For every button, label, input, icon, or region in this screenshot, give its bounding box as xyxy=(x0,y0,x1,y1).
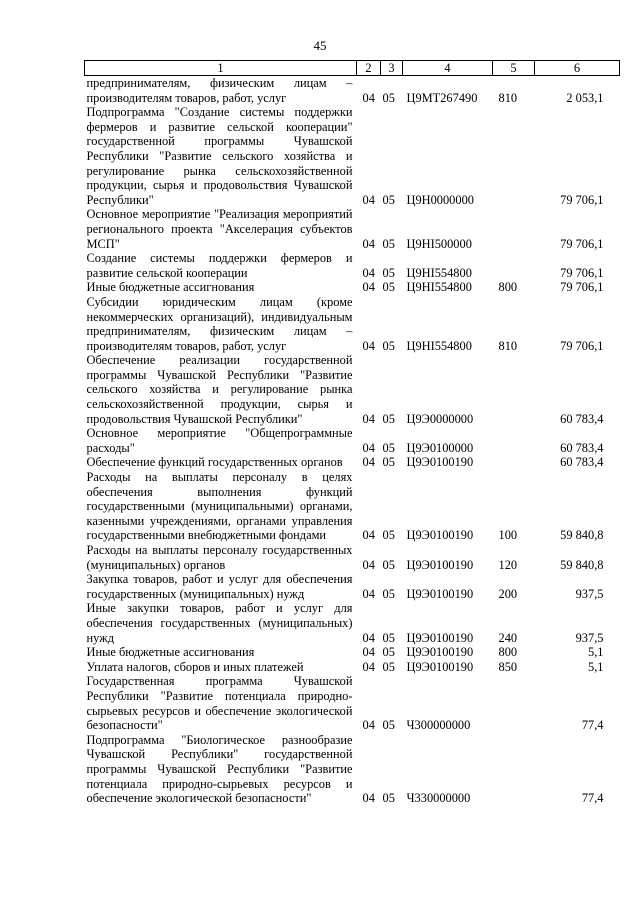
row-name: Закупка товаров, работ и услуг для обеспечения государственных (муниципальных) нужд xyxy=(86,572,353,601)
row-target-article: Ц9МТ267490 xyxy=(406,90,478,105)
row-subsection-code: 05 xyxy=(382,557,395,572)
row-name: Подпрограмма "Создание системы поддержки фермеров и развитие сельской кооперации" государственной программы Чувашской Республики "Развитие сельского хозяйства и регулирование рынка сельскохозяйственной продукции, сырья и продовольствия Чувашской Республики" xyxy=(86,105,353,207)
row-name: Государственная программа Чувашской Республики "Развитие потенциала природно-сырьевых ресурсов и обеспечение экологической безопасности" xyxy=(86,674,353,733)
row-subsection-code: 05 xyxy=(382,528,395,543)
row-name: Подпрограмма "Биологическое разнообразие Чувашской Республики" государственной программы Чувашской Республики "Развитие потенциала природно-сырьевых ресурсов и обеспечение экологической безопасности" xyxy=(86,732,353,806)
row-expense-type xyxy=(493,733,535,806)
row-expense-type: 810 xyxy=(498,338,518,353)
table-row xyxy=(85,280,620,295)
row-amount: 59 840,8 xyxy=(560,528,604,543)
row-expense-type xyxy=(493,455,535,470)
row-amount: 5,1 xyxy=(588,645,604,660)
row-subsection-code: 05 xyxy=(382,659,395,674)
row-subsection-code: 05 xyxy=(382,338,395,353)
row-target-article: Ц9НI554800 xyxy=(406,265,472,280)
row-amount: 79 706,1 xyxy=(560,192,604,207)
row-target-article: Ц9Э0100190 xyxy=(406,455,474,470)
table-row xyxy=(85,295,620,353)
row-amount: 60 783,4 xyxy=(560,411,604,426)
row-target-article: Ц9НI554800 xyxy=(406,338,472,353)
row-subsection-code: 05 xyxy=(382,718,395,733)
row-section-code: 04 xyxy=(362,280,375,295)
row-target-article: Ц9Э0000000 xyxy=(406,411,474,426)
table-row xyxy=(85,251,620,280)
table-row xyxy=(85,105,620,207)
row-target-article: Ц9Э0100190 xyxy=(406,528,474,543)
column-header: 6 xyxy=(535,61,620,76)
row-target-article: Ц9НI500000 xyxy=(406,236,472,251)
row-amount: 2 053,1 xyxy=(566,90,604,105)
row-subsection-code: 05 xyxy=(382,192,395,207)
row-section-code: 04 xyxy=(362,630,375,645)
table-row xyxy=(85,660,620,675)
column-header: 1 xyxy=(85,61,357,76)
row-subsection-code: 05 xyxy=(382,411,395,426)
row-expense-type: 100 xyxy=(498,528,518,543)
row-expense-type xyxy=(493,353,535,426)
table-header-row xyxy=(85,61,620,76)
row-subsection-code: 05 xyxy=(382,265,395,280)
row-amount: 77,4 xyxy=(581,718,604,733)
column-header: 2 xyxy=(357,61,381,76)
row-subsection-code: 05 xyxy=(382,440,395,455)
row-amount: 79 706,1 xyxy=(560,265,604,280)
row-target-article: Ц9Э0100190 xyxy=(406,645,474,660)
row-target-article: Ц9Э0100190 xyxy=(406,630,474,645)
row-subsection-code: 05 xyxy=(382,90,395,105)
row-name: Уплата налогов, сборов и иных платежей xyxy=(86,659,304,674)
row-section-code: 04 xyxy=(362,455,375,470)
row-subsection-code: 05 xyxy=(382,280,395,295)
row-section-code: 04 xyxy=(362,645,375,660)
row-name: Обеспечение функций государственных органов xyxy=(86,455,343,470)
table-row xyxy=(85,543,620,572)
row-expense-type: 850 xyxy=(498,659,518,674)
row-amount: 77,4 xyxy=(581,791,604,806)
table-row xyxy=(85,207,620,251)
row-section-code: 04 xyxy=(362,411,375,426)
row-expense-type xyxy=(493,251,535,280)
row-expense-type xyxy=(493,105,535,207)
row-subsection-code: 05 xyxy=(382,586,395,601)
row-section-code: 04 xyxy=(362,236,375,251)
row-target-article: Ц9Э0100000 xyxy=(406,440,474,455)
row-subsection-code: 05 xyxy=(382,236,395,251)
row-expense-type: 810 xyxy=(498,90,518,105)
row-expense-type xyxy=(493,207,535,251)
row-section-code: 04 xyxy=(362,338,375,353)
row-expense-type xyxy=(493,674,535,732)
table-row xyxy=(85,733,620,806)
row-expense-type: 200 xyxy=(498,586,518,601)
table-row xyxy=(85,455,620,470)
row-target-article: Ц9Н0000000 xyxy=(406,192,474,207)
row-target-article: Ц9Э0100190 xyxy=(406,586,474,601)
table-row xyxy=(85,426,620,455)
row-section-code: 04 xyxy=(362,718,375,733)
row-expense-type: 240 xyxy=(498,630,518,645)
column-header: 3 xyxy=(381,61,403,76)
row-subsection-code: 05 xyxy=(382,455,395,470)
row-amount: 60 783,4 xyxy=(560,455,604,470)
row-section-code: 04 xyxy=(362,528,375,543)
row-target-article: Ц9Э0100190 xyxy=(406,659,474,674)
row-amount: 937,5 xyxy=(575,586,604,601)
row-name: Основное мероприятие "Общепрограммные расходы" xyxy=(86,426,353,455)
row-name: Расходы на выплаты персоналу в целях обеспечения выполнения функций государственными (муниципальными) органами, казенными учреждениями, органами управления государственными внебюджетными фондами xyxy=(86,470,353,543)
row-expense-type xyxy=(493,426,535,455)
column-header: 4 xyxy=(403,61,493,76)
table-row xyxy=(85,572,620,601)
row-name: Иные бюджетные ассигнования xyxy=(86,645,255,660)
budget-table xyxy=(84,60,620,806)
row-name: Основное мероприятие "Реализация мероприятий регионального проекта "Акселерация субъектов МСП" xyxy=(86,207,353,251)
row-subsection-code: 05 xyxy=(382,630,395,645)
row-section-code: 04 xyxy=(362,265,375,280)
column-header: 5 xyxy=(493,61,535,76)
row-amount: 79 706,1 xyxy=(560,338,604,353)
table-row xyxy=(85,601,620,645)
row-target-article: Ц9Э0100190 xyxy=(406,557,474,572)
row-section-code: 04 xyxy=(362,440,375,455)
row-name: Субсидии юридическим лицам (кроме некоммерческих организаций), индивидуальным предпринимателям, физическим лицам – производителям товаров, работ, услуг xyxy=(86,294,353,353)
row-amount: 60 783,4 xyxy=(560,440,604,455)
table-row xyxy=(85,353,620,426)
row-subsection-code: 05 xyxy=(382,791,395,806)
row-section-code: 04 xyxy=(362,659,375,674)
table-row xyxy=(85,76,620,106)
page-number: 45 xyxy=(313,38,327,53)
row-expense-type: 800 xyxy=(498,280,518,295)
row-section-code: 04 xyxy=(362,586,375,601)
row-name: Расходы на выплаты персоналу государственных (муниципальных) органов xyxy=(86,543,353,572)
row-amount: 79 706,1 xyxy=(560,236,604,251)
row-amount: 937,5 xyxy=(575,630,604,645)
row-subsection-code: 05 xyxy=(382,645,395,660)
row-amount: 5,1 xyxy=(588,659,604,674)
row-section-code: 04 xyxy=(362,791,375,806)
row-target-article: Ц9НI554800 xyxy=(406,280,472,295)
row-name: предпринимателям, физическим лицам – производителям товаров, работ, услуг xyxy=(86,76,353,105)
row-target-article: Ч300000000 xyxy=(406,718,471,733)
table-row xyxy=(85,645,620,660)
row-name: Обеспечение реализации государственной программы Чувашской Республики "Развитие сельского хозяйства и регулирование рынка сельскохозяйственной продукции, сырья и продовольствия Чувашской Республики" xyxy=(86,353,353,426)
row-name: Создание системы поддержки фермеров и развитие сельской кооперации xyxy=(86,251,353,280)
table-row xyxy=(85,674,620,732)
table-row xyxy=(85,470,620,543)
row-target-article: Ч330000000 xyxy=(406,791,471,806)
table-body xyxy=(85,76,620,806)
row-name: Иные бюджетные ассигнования xyxy=(86,280,255,295)
row-amount: 79 706,1 xyxy=(560,280,604,295)
row-name: Иные закупки товаров, работ и услуг для обеспечения государственных (муниципальных) нужд xyxy=(86,601,353,645)
row-section-code: 04 xyxy=(362,90,375,105)
row-section-code: 04 xyxy=(362,557,375,572)
row-expense-type: 800 xyxy=(498,645,518,660)
row-amount: 59 840,8 xyxy=(560,557,604,572)
row-expense-type: 120 xyxy=(498,557,518,572)
row-section-code: 04 xyxy=(362,192,375,207)
